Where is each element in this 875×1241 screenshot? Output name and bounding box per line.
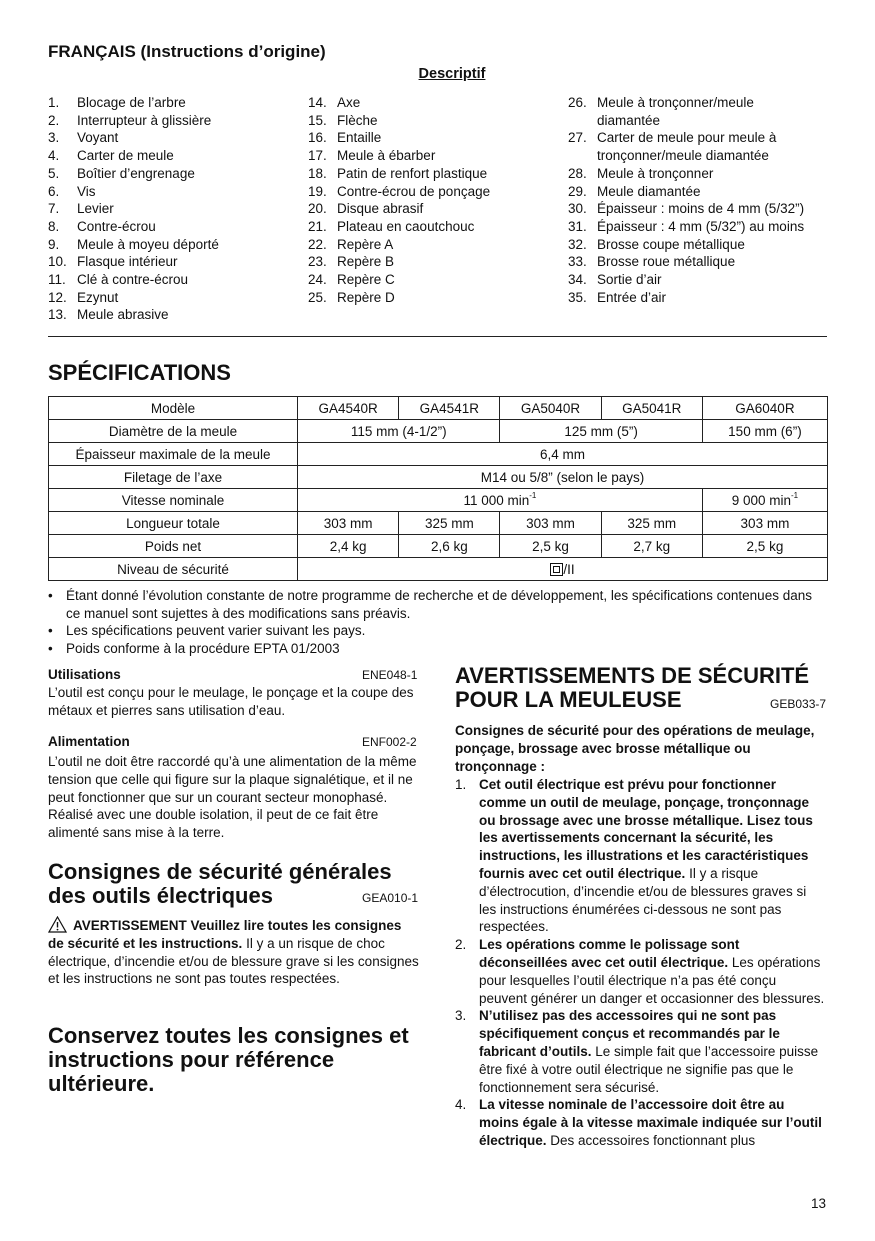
- table-row: [49, 420, 828, 443]
- descriptif-column-2: [308, 94, 558, 306]
- alimentation-text: L’outil ne doit être raccordé qu’à une alimentation de la même tension que celle qui figure sur la plaque signalétique, et il ne peut fonctionner que sur un courant secteur monophasé. Réalisé avec une double isolation, il peut de ce fait être alimenté sans mise à la terre.: [48, 754, 417, 841]
- general-safety-code: GEA010-1: [362, 891, 419, 905]
- spec-value: M14 ou 5/8” (selon le pays): [298, 466, 828, 489]
- warning-triangle-icon: [48, 916, 67, 933]
- utilisations-heading: Utilisations: [48, 667, 121, 682]
- list-item: 19. Contre-écrou de ponçage: [308, 183, 491, 199]
- spec-value: /II: [298, 558, 828, 581]
- descriptif-heading: Descriptif: [418, 66, 486, 82]
- spec-value: 2,6 kg: [399, 535, 500, 558]
- spec-model: GA4540R: [298, 397, 399, 420]
- utilisations-code: ENE048-1: [362, 668, 418, 682]
- list-item: 15. Flèche: [308, 112, 378, 128]
- list-item: 32. Brosse coupe métallique: [568, 236, 745, 252]
- list-item: 14. Axe: [308, 95, 361, 110]
- spec-value: 303 mm: [500, 512, 601, 535]
- spec-value: 303 mm: [702, 512, 827, 535]
- list-item: 27. Carter de meule pour meule à: [568, 130, 777, 146]
- spec-notes: [48, 587, 828, 658]
- grinder-safety-heading: AVERTISSEMENTS DE SÉCURITÉ POUR LA MEULEUSE: [455, 663, 810, 712]
- list-item: 4. Carter de meule: [48, 148, 174, 164]
- list-item: 21. Plateau en caoutchouc: [308, 218, 475, 234]
- alimentation-heading: Alimentation: [48, 734, 130, 749]
- page-number: 13: [811, 1196, 827, 1211]
- list-item: 31. Épaisseur : 4 mm (5/32”) au moins: [568, 218, 805, 234]
- list-item: 20. Disque abrasif: [308, 201, 424, 217]
- list-item: 13. Meule abrasive: [48, 307, 169, 323]
- list-item: 4. La vitesse nominale de l’accessoire doit être au moins égale à la vitesse maximale indiquée sur l’outil électrique. Des accessoires fonctionnant plus: [455, 1097, 822, 1148]
- spec-value: 325 mm: [601, 512, 702, 535]
- list-item: 3. N’utilisez pas des accessoires qui ne sont pas spécifiquement conçus et recommandés par le fabricant d’outils. Le simple fait que l’accessoire puisse être fixé à votre outil électrique ne signifie pas que le fonctionnement sera sécurisé.: [455, 1008, 819, 1095]
- table-row: [49, 535, 828, 558]
- list-item: • Poids conforme à la procédure EPTA 01/2003: [48, 641, 340, 657]
- table-row: [49, 397, 828, 420]
- list-item: 8. Contre-écrou: [48, 218, 156, 234]
- list-item: 16. Entaille: [308, 130, 382, 146]
- table-row: [49, 443, 828, 466]
- alimentation-code: ENF002-2: [362, 735, 417, 749]
- list-item: 34. Sortie d’air: [568, 272, 662, 288]
- list-item: diamantée: [597, 112, 661, 128]
- spec-label: Épaisseur maximale de la meule: [49, 443, 298, 466]
- list-item: 23. Repère B: [308, 254, 395, 270]
- list-item: 12. Ezynut: [48, 289, 119, 305]
- spec-value: 11 000 $\min^{-1}$: [298, 489, 703, 512]
- table-row: [49, 512, 828, 535]
- spec-value: 2,5 kg: [500, 535, 601, 558]
- spec-value: 2,4 kg: [298, 535, 399, 558]
- spec-label: Diamètre de la meule: [49, 420, 298, 443]
- spec-value: 115 mm (4-1/2”): [298, 420, 500, 443]
- descriptif-column-3: [568, 94, 833, 306]
- list-item: 9. Meule à moyeu déporté: [48, 236, 219, 252]
- utilisations-text: L’outil est conçu pour le meulage, le ponçage et la coupe des métaux et pierres sans utilisation d’eau.: [48, 685, 414, 718]
- list-item: 22. Repère A: [308, 236, 394, 252]
- spec-value: 6,4 mm: [298, 443, 828, 466]
- list-item: 26. Meule à tronçonner/meule: [568, 95, 754, 110]
- spec-value: 9 000 $\min^{-1}$: [702, 489, 827, 512]
- list-item: • Étant donné l’évolution constante de notre programme de recherche et de développement, les spécifications contenues dans ce manuel sont sujettes à des modifications sans préavis.: [48, 588, 812, 621]
- spec-label: Vitesse nominale: [49, 489, 298, 512]
- spec-model: GA4541R: [399, 397, 500, 420]
- double-insulation-icon: [550, 563, 563, 576]
- spec-label: Modèle: [49, 397, 298, 420]
- list-item: 10. Flasque intérieur: [48, 254, 178, 270]
- list-item: 2. Interrupteur à glissière: [48, 112, 212, 128]
- spec-model: GA6040R: [702, 397, 827, 420]
- section-divider: [48, 336, 827, 337]
- grinder-safety-intro: Consignes de sécurité pour des opérations de meulage, ponçage, brossage avec brosse métallique ou tronçonnage :: [455, 723, 815, 774]
- spec-label: Poids net: [49, 535, 298, 558]
- list-item: 35. Entrée d’air: [568, 289, 667, 305]
- list-item: 11. Clé à contre-écrou: [48, 272, 189, 288]
- spec-label: Filetage de l’axe: [49, 466, 298, 489]
- list-item: 2. Les opérations comme le polissage sont déconseillées avec cet outil électrique. Les opérations pour lesquelles l’outil électrique n’a pas été conçu peuvent générer un danger et occasionner des blessures.: [455, 937, 825, 1006]
- spec-value: 125 mm (5”): [500, 420, 702, 443]
- spec-value: 2,5 kg: [702, 535, 827, 558]
- list-item: 3. Voyant: [48, 130, 119, 146]
- spec-value: 303 mm: [298, 512, 399, 535]
- list-item: 1. Blocage de l’arbre: [48, 95, 186, 110]
- grinder-safety-code: GEB033-7: [770, 697, 827, 711]
- list-item: 28. Meule à tronçonner: [568, 165, 714, 181]
- spec-model: GA5040R: [500, 397, 601, 420]
- list-item: 5. Boîtier d’engrenage: [48, 165, 195, 181]
- list-item: 17. Meule à ébarber: [308, 148, 436, 164]
- spec-value: 325 mm: [399, 512, 500, 535]
- spec-value: 2,7 kg: [601, 535, 702, 558]
- page-header-title: FRANÇAIS (Instructions d’origine): [48, 42, 326, 61]
- general-warning: AVERTISSEMENT Veuillez lire toutes les consignes de sécurité et les instructions. Il y a un risque de choc électrique, d’incendie et/ou de blessure grave si les consignes et les instructions ne sont pas toutes respectées.: [48, 918, 419, 987]
- list-item: 33. Brosse roue métallique: [568, 254, 736, 270]
- general-safety-heading: Consignes de sécurité générales des outils électriques: [48, 859, 392, 908]
- list-item: 25. Repère D: [308, 289, 395, 305]
- list-item: 6. Vis: [48, 183, 96, 199]
- list-item: 30. Épaisseur : moins de 4 mm (5/32”): [568, 201, 805, 217]
- list-item: 29. Meule diamantée: [568, 183, 701, 199]
- specifications-heading: SPÉCIFICATIONS: [48, 360, 231, 385]
- spec-label: Longueur totale: [49, 512, 298, 535]
- table-row: [49, 466, 828, 489]
- spec-label: Niveau de sécurité: [49, 558, 298, 581]
- grinder-safety-list: [455, 776, 827, 1150]
- keep-instructions-heading: Conservez toutes les consignes et instructions pour référence ultérieure.: [48, 1023, 409, 1096]
- table-row: [49, 558, 828, 581]
- list-item: 7. Levier: [48, 201, 114, 217]
- specifications-table: [48, 396, 828, 581]
- spec-value: 150 mm (6”): [702, 420, 827, 443]
- list-item: • Les spécifications peuvent varier suivant les pays.: [48, 623, 366, 639]
- list-item: 24. Repère C: [308, 272, 395, 288]
- list-item: tronçonner/meule diamantée: [597, 148, 769, 164]
- table-row: [49, 489, 828, 512]
- spec-model: GA5041R: [601, 397, 702, 420]
- list-item: 18. Patin de renfort plastique: [308, 165, 488, 181]
- descriptif-column-1: [48, 94, 298, 324]
- list-item: 1. Cet outil électrique est prévu pour fonctionner comme un outil de meulage, ponçage, tronçonnage ou brossage avec une brosse métallique. Lisez tous les avertissements concernant la sécurité, les instructions, les illustrations et les caractéristiques fournis avec cet outil électrique. Il y a risque d’électrocution, d’incendie et/ou de blessures graves si les instructions énumérées ci-dessous ne sont pas respectées.: [455, 777, 813, 935]
